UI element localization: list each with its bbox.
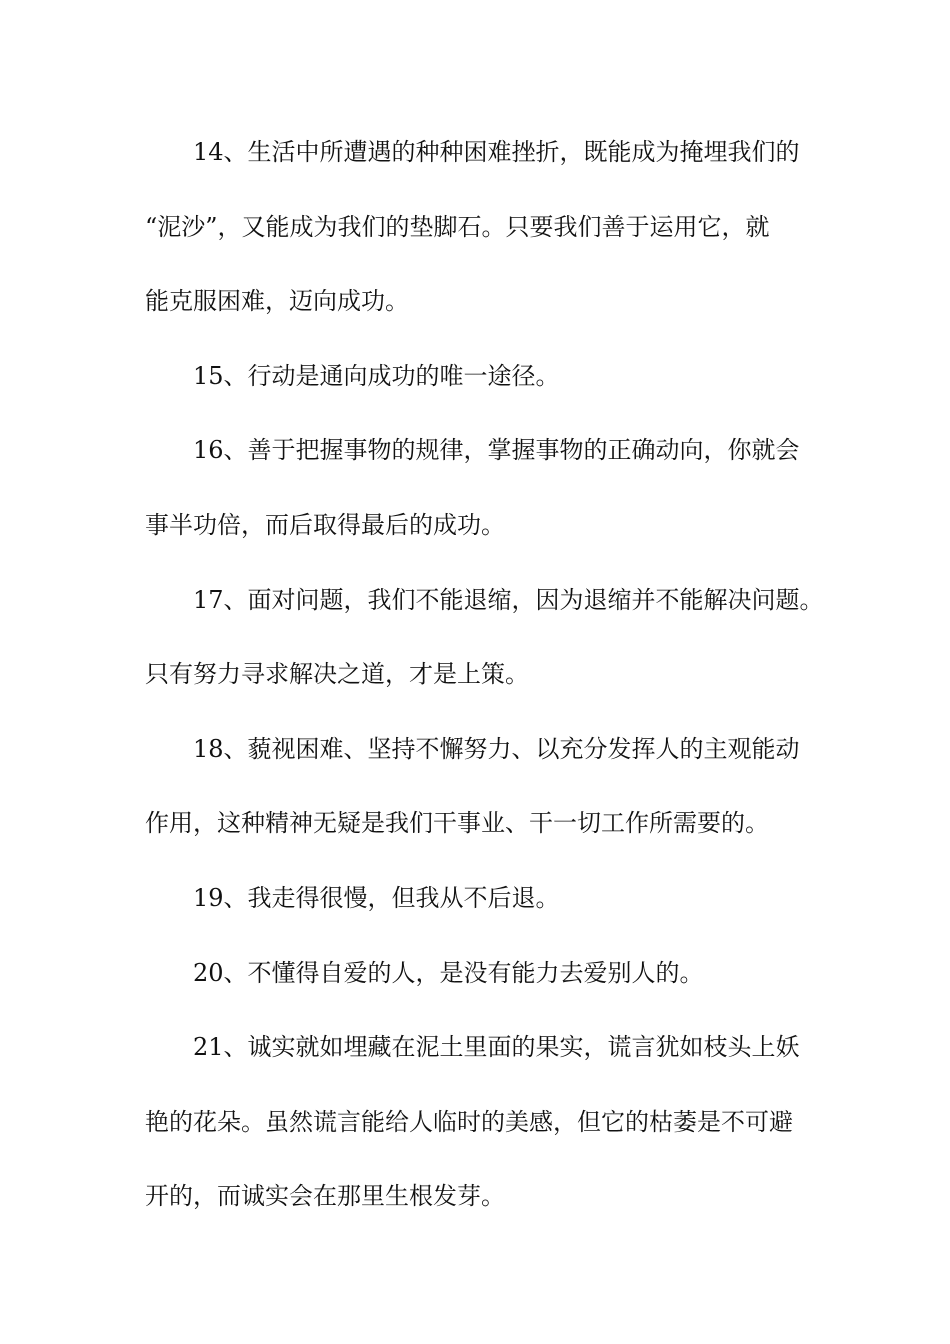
text-line-quote-15: 15、行动是通向成功的唯一途径。: [193, 361, 560, 390]
text-line-quote-17-a: 17、面对问题，我们不能退缩，因为退缩并不能解决问题。: [193, 585, 824, 614]
text-line-quote-21-b: 艳的花朵。虽然谎言能给人临时的美感，但它的枯萎是不可避: [145, 1107, 793, 1136]
text-line-quote-16-a: 16、善于把握事物的规律，掌握事物的正确动向，你就会: [193, 436, 800, 465]
text-line-quote-19: 19、我走得很慢，但我从不后退。: [193, 883, 560, 912]
text-line-quote-18-b: 作用，这种精神无疑是我们干事业、干一切工作所需要的。: [145, 809, 769, 838]
text-line-quote-20: 20、不懂得自爱的人，是没有能力去爱别人的。: [193, 958, 704, 987]
text-line-quote-14-b: “泥沙”，又能成为我们的垫脚石。只要我们善于运用它，就: [145, 212, 770, 241]
text-line-quote-14-a: 14、生活中所遭遇的种种困难挫折，既能成为掩埋我们的: [193, 138, 800, 166]
document-body: [145, 128, 824, 1247]
text-line-quote-21-c: 开的，而诚实会在那里生根发芽。: [145, 1182, 505, 1211]
text-line-quote-18-a: 18、藐视困难、坚持不懈努力、以充分发挥人的主观能动: [193, 734, 800, 763]
text-line-quote-14-c: 能克服困难，迈向成功。: [145, 287, 409, 316]
text-line-quote-16-b: 事半功倍，而后取得最后的成功。: [145, 510, 505, 539]
text-line-quote-17-b: 只有努力寻求解决之道，才是上策。: [145, 660, 529, 689]
text-line-quote-21-a: 21、诚实就如埋藏在泥土里面的果实，谎言犹如枝头上妖: [193, 1033, 800, 1062]
